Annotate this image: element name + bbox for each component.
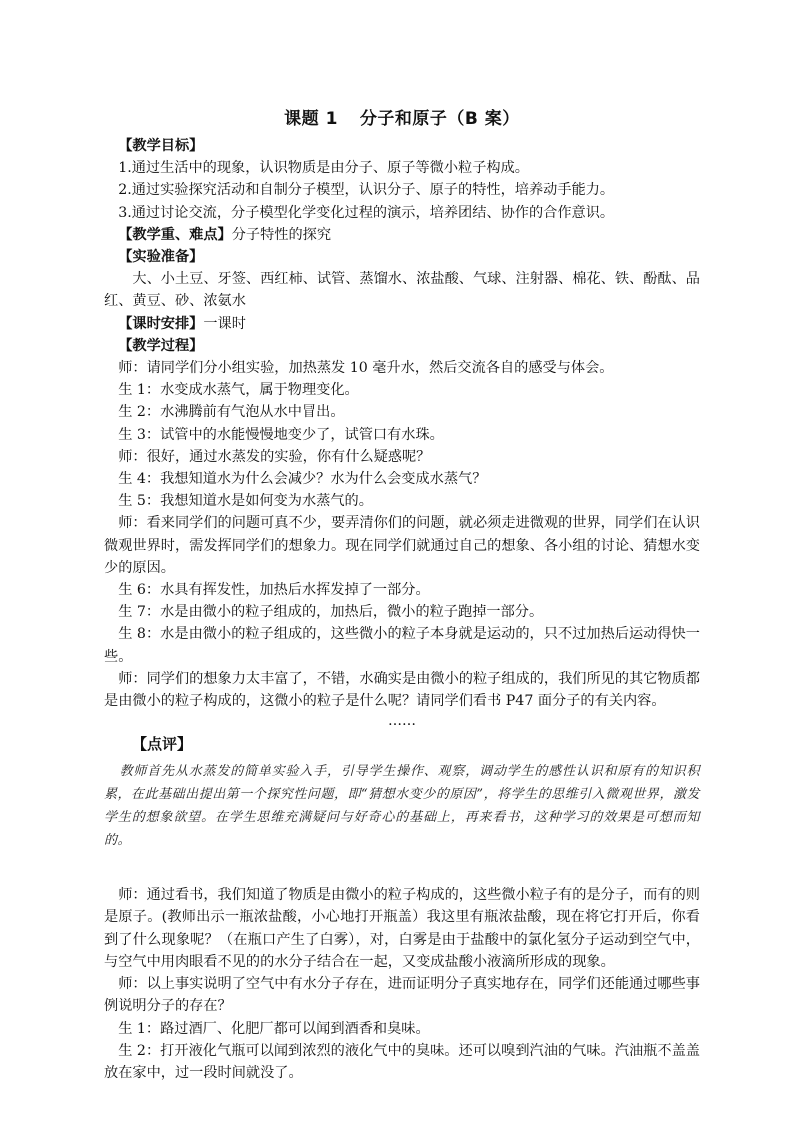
objective-item: 1.通过生活中的现象，认识物质是由分子、原子等微小粒子构成。 [118,160,529,177]
objective-item: 2.通过实验探究活动和自制分子模型，认识分子、原子的特性，培养动手能力。 [118,182,615,199]
dialogue-line: 师：以上事实说明了空气中有水分子存在，进而证明分子真实地存在，同学们还能通过哪些事例说明分子的存在？ [104,976,700,1015]
dialogue-line: 生 6：水具有挥发性，加热后水挥发掉了一部分。 [118,582,430,599]
dialogue-line: 师：很好，通过水蒸发的实验，你有什么疑惑呢？ [118,448,431,465]
schedule-line [104,313,700,335]
lesson-title: 分子和原子（B 案） [359,109,520,129]
spacer [104,852,700,884]
schedule-text: 一课时 [203,315,246,332]
dialogue-line: 师：看来同学们的问题可真不少，要弄清你们的问题，就必须走进微观的世界，同学们在认识微观世界时，需发挥同学们的想象力。现在同学们就通过自己的想象、各小组的讨论、猜想水变少的原因。 [104,515,700,576]
dialogue-line: 师：通过看书，我们知道了物质是由微小的粒子构成的，这些微小粒子有的是分子，而有的则是原子。(教师出示一瓶浓盐酸，小心地打开瓶盖）我这里有瓶浓盐酸，现在将它打开后，你看到了什么现象呢？（在瓶口产生了白雾），对，白雾是由于盐酸中的氯化氢分子运动到空气中，与空气中用肉眼看不见的的水分子结合在一起，又变成盐酸小液滴所形成的现象。 [104,887,700,970]
ellipsis: …… [388,713,416,730]
dialogue-line: 师：请同学们分小组实验，加热蒸发 10 毫升水，然后交流各自的感受与体会。 [118,360,614,377]
dialogue-line: 生 7：水是由微小的粒子组成的，加热后，微小的粒子跑掉一部分。 [118,604,544,621]
dialogue-line: 生 2：打开液化气瓶可以闻到浓烈的液化气中的臭味。还可以嗅到汽油的气味。汽油瓶不盖盖放在家中，过一段时间就没了。 [104,1042,700,1081]
dialogue-line: 生 5：我想知道水是如何变为水蒸气的。 [118,493,373,510]
objectives-heading: 【教学目标】 [118,138,204,154]
dialogue-line: 生 3：试管中的水能慢慢地变少了，试管口有水珠。 [118,426,444,443]
prep-heading: 【实验准备】 [118,249,204,266]
dialogue-line: 生 4：我想知道水为什么会减少？水为什么会变成水蒸气？ [118,471,487,488]
page-title [104,104,700,129]
dialogue-line: 生 1：水变成水蒸气，属于物理变化。 [118,382,359,399]
dialogue-line: 生 8：水是由微小的粒子组成的，这些微小的粒子本身就是运动的，只不过加热后运动得快一些。 [104,626,700,665]
review-heading: 【点评】 [132,735,193,754]
document-body [104,104,700,1084]
schedule-heading: 【课时安排】 [118,315,204,332]
process-heading: 【教学过程】 [118,337,204,354]
focus-text: 分子特性的探究 [231,226,332,243]
focus-heading: 【教学重、难点】 [118,226,232,243]
dialogue-line: 师：同学们的想象力太丰富了，不错，水确实是由微小的粒子组成的，我们所见的其它物质都是由微小的粒子构成的，这微小的粒子是什么呢？请同学们看书 P47 面分子的有关内容。 [104,670,700,710]
focus-line [104,224,700,246]
lesson-number: 课题 1 [284,109,338,129]
review-text: 教师首先从水蒸发的简单实验入手，引导学生操作、观察，调动学生的感性认识和原有的知识积累，在此基础出提出第一个探究性问题，即“猜想水变少的原因”，将学生的思维引入微观世界，激发学生的想象欲望。在学生思维充满疑问与好奇心的基础上，再来看书，这种学习的效果是可想而知的。 [104,764,700,849]
dialogue-line: 生 1：路过酒厂、化肥厂都可以闻到酒香和臭味。 [118,1020,430,1037]
prep-text: 大、小土豆、牙签、西红柿、试管、蒸馏水、浓盐酸、气球、注射器、棉花、铁、酚酞、品红、黄豆、砂、浓氨水 [104,271,700,310]
objective-item: 3.通过讨论交流，分子模型化学变化过程的演示，培养团结、协作的合作意识。 [118,204,615,221]
dialogue-line: 生 2：水沸腾前有气泡从水中冒出。 [118,404,345,421]
